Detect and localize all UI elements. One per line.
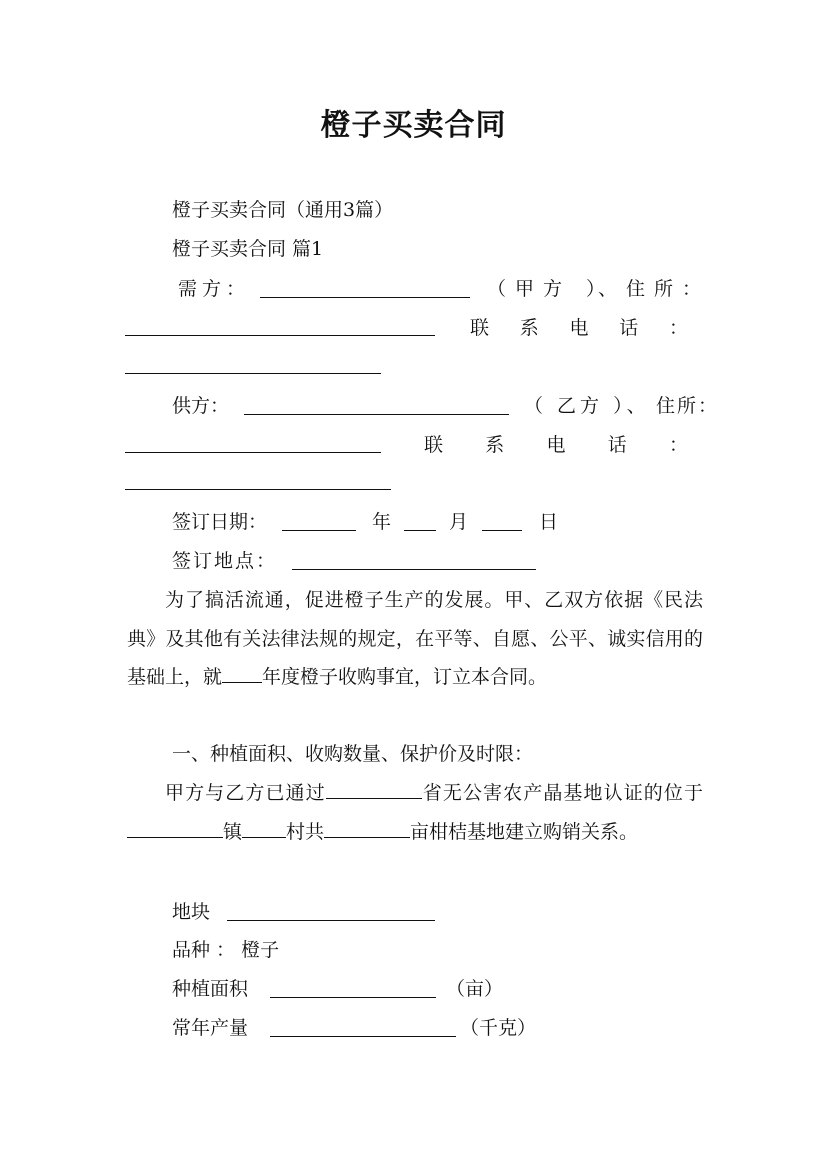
buyer-name-blank: [260, 278, 470, 298]
village-blank: [242, 817, 286, 838]
acreage-blank: [324, 817, 410, 838]
section-1-heading: 一、种植面积、收购数量、保护价及时限：: [172, 743, 534, 765]
clause-text-3: 镇: [223, 820, 243, 843]
clause-text-4: 村共: [286, 820, 325, 843]
sign-date-label: 签订日期：: [172, 511, 268, 533]
clause-text-1: 甲方与乙方已通过: [165, 782, 326, 804]
intro-text-1: 为了搞活流通，促进橙子生产的发展。甲、乙双方依据《民法典》及其他有关法律法规的规定，在平等、自愿、公平、诚实信用的基础上，就: [127, 589, 703, 688]
plot-blank: [227, 901, 435, 921]
variety-value: 橙子: [241, 939, 280, 961]
clause-1-paragraph: [127, 774, 703, 851]
seller-name-blank: [244, 395, 509, 415]
buyer-address-label: 、住所：: [598, 278, 711, 300]
seller-address-blank: [125, 433, 381, 453]
province-blank: [326, 778, 422, 799]
phone-char: 系: [485, 434, 505, 456]
part-heading: 橙子买卖合同 篇1: [172, 238, 324, 260]
seller-role: （ 乙方 ）、: [524, 395, 650, 417]
yield-blank: [270, 1017, 456, 1037]
buyer-phone-label: [470, 315, 688, 341]
phone-char: 联: [424, 434, 444, 456]
phone-char: 话: [607, 434, 627, 456]
document-title: 橙子买卖合同: [320, 108, 507, 143]
document-subtitle: 橙子买卖合同（通用3篇）: [172, 199, 394, 221]
yield-unit: （千克）: [460, 1017, 537, 1039]
clause-text-2: 省无公害农产晶基地认证的位于: [421, 782, 703, 804]
phone-char: 电: [546, 434, 566, 456]
phone-char: ：: [668, 317, 688, 339]
sign-year-label: 年: [372, 511, 392, 533]
variety-label: [172, 937, 279, 963]
plot-label: 地块: [172, 901, 211, 923]
yield-label: 常年产量: [172, 1017, 249, 1039]
variety-label-text: 品种 ：: [172, 939, 236, 961]
phone-char: ：: [668, 434, 688, 456]
intro-paragraph: [127, 581, 703, 697]
clause-text-5: 亩柑桔基地建立购销关系。: [410, 820, 639, 843]
sign-day-label: 日: [539, 511, 559, 533]
sign-month-blank: [404, 511, 436, 531]
phone-char: 话: [619, 317, 639, 339]
intro-text-2: 年度橙子收购事宜，订立本合同。: [262, 666, 548, 688]
seller-address-label: 住所：: [656, 395, 720, 417]
sign-year-blank: [282, 511, 356, 531]
town-blank: [127, 817, 223, 838]
buyer-label: 需方：: [178, 278, 251, 300]
seller-phone-label: [424, 432, 688, 458]
buyer-role: （甲方 ）: [487, 278, 615, 300]
buyer-phone-blank: [125, 354, 381, 374]
phone-char: 联: [470, 317, 490, 339]
sign-place-label: 签订地点：: [172, 550, 278, 572]
phone-char: 电: [569, 317, 589, 339]
area-label: 种植面积: [172, 978, 249, 1000]
area-unit: （亩）: [446, 978, 504, 1000]
area-blank: [270, 978, 436, 998]
sign-month-label: 月: [449, 511, 469, 533]
buyer-address-blank: [125, 316, 435, 336]
phone-char: 系: [519, 317, 539, 339]
seller-label: 供方：: [172, 395, 230, 417]
seller-phone-blank: [125, 470, 391, 490]
sign-day-blank: [482, 511, 522, 531]
intro-year-blank: [222, 662, 262, 683]
sign-place-blank: [292, 550, 536, 570]
